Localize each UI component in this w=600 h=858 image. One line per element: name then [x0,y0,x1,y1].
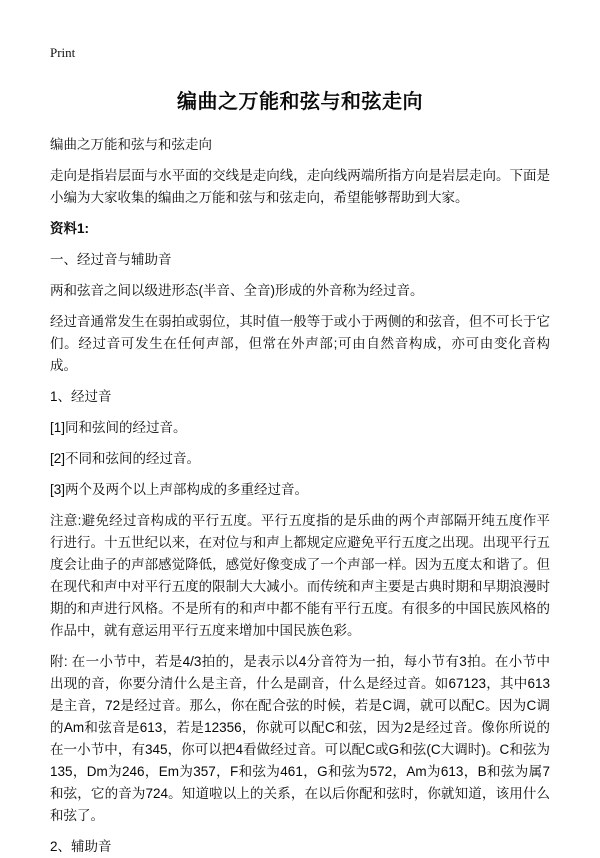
page-title: 编曲之万能和弦与和弦走向 [177,91,423,113]
subsection-heading-auxiliary-tone: 2、辅助音 [50,839,112,854]
paragraph-occurrence: 经过音通常发生在弱拍或弱位，其时值一般等于或小于两侧的和弦音，但不可长于它们。经过音可发生在任何声部，但常在外声部;可由自然音构成，亦可由变化音构成。 [50,314,550,373]
paragraph-definition: 两和弦音之间以级进形态(半音、全音)形成的外音称为经过音。 [50,283,424,298]
list-item-1: [1]同和弦间的经过音。 [50,420,187,435]
print-button[interactable]: Print [50,45,76,60]
list-item-2: [2]不同和弦间的经过音。 [50,451,201,466]
section-heading-passing-auxiliary-tones: 一、经过音与辅助音 [50,252,172,267]
article-subtitle: 编曲之万能和弦与和弦走向 [50,137,212,152]
paragraph-appendix: 附: 在一小节中，若是4/3拍的，是表示以4分音符为一拍，每小节有3拍。在小节中出现的音，你要分清什么是主音，什么是副音，什么是经过音。如67123，其中613是主音，72是经过音。那么，你在配合弦的时候，若是C调，就可以配C。因为C调的Am和弦音是613，若是12356，你就可以配C和弦，因为2是经过音。像你所说的在一小节中，有345，你可以把4看做经过音。可以配C或G和弦(C大调时)。C和弦为135，Dm为246，Em为357，F和弦为461，G和弦为572，Am为613，B和弦为属7和弦，它的音为724。知道啦以上的关系，在以后你配和弦时，你就知道，该用什么和弦了。 [50,654,550,823]
intro-paragraph: 走向是指岩层面与水平面的交线是走向线，走向线两端所指方向是岩层走向。下面是小编为大家收集的编曲之万能和弦与和弦走向，希望能够帮助到大家。 [50,168,550,205]
section-label-material-1: 资料1: [50,221,90,236]
subsection-heading-passing-tone: 1、经过音 [50,389,112,404]
list-item-3: [3]两个及两个以上声部构成的多重经过音。 [50,482,309,497]
paragraph-parallel-fifths-note: 注意:避免经过音构成的平行五度。平行五度指的是乐曲的两个声部隔开纯五度作平行进行。十五世纪以来，在对位与和声上都规定应避免平行五度之出现。出现平行五度会让曲子的声部感觉降低，感觉好像变成了一个声部一样。因为五度太和谐了。但在现代和声中对平行五度的限制大大减小。而传统和声主要是古典时期和早期浪漫时期的和声进行风格。不是所有的和声中都不能有平行五度。有很多的中国民族风格的作品中，就有意运用平行五度来增加中国民族色彩。 [50,513,550,638]
